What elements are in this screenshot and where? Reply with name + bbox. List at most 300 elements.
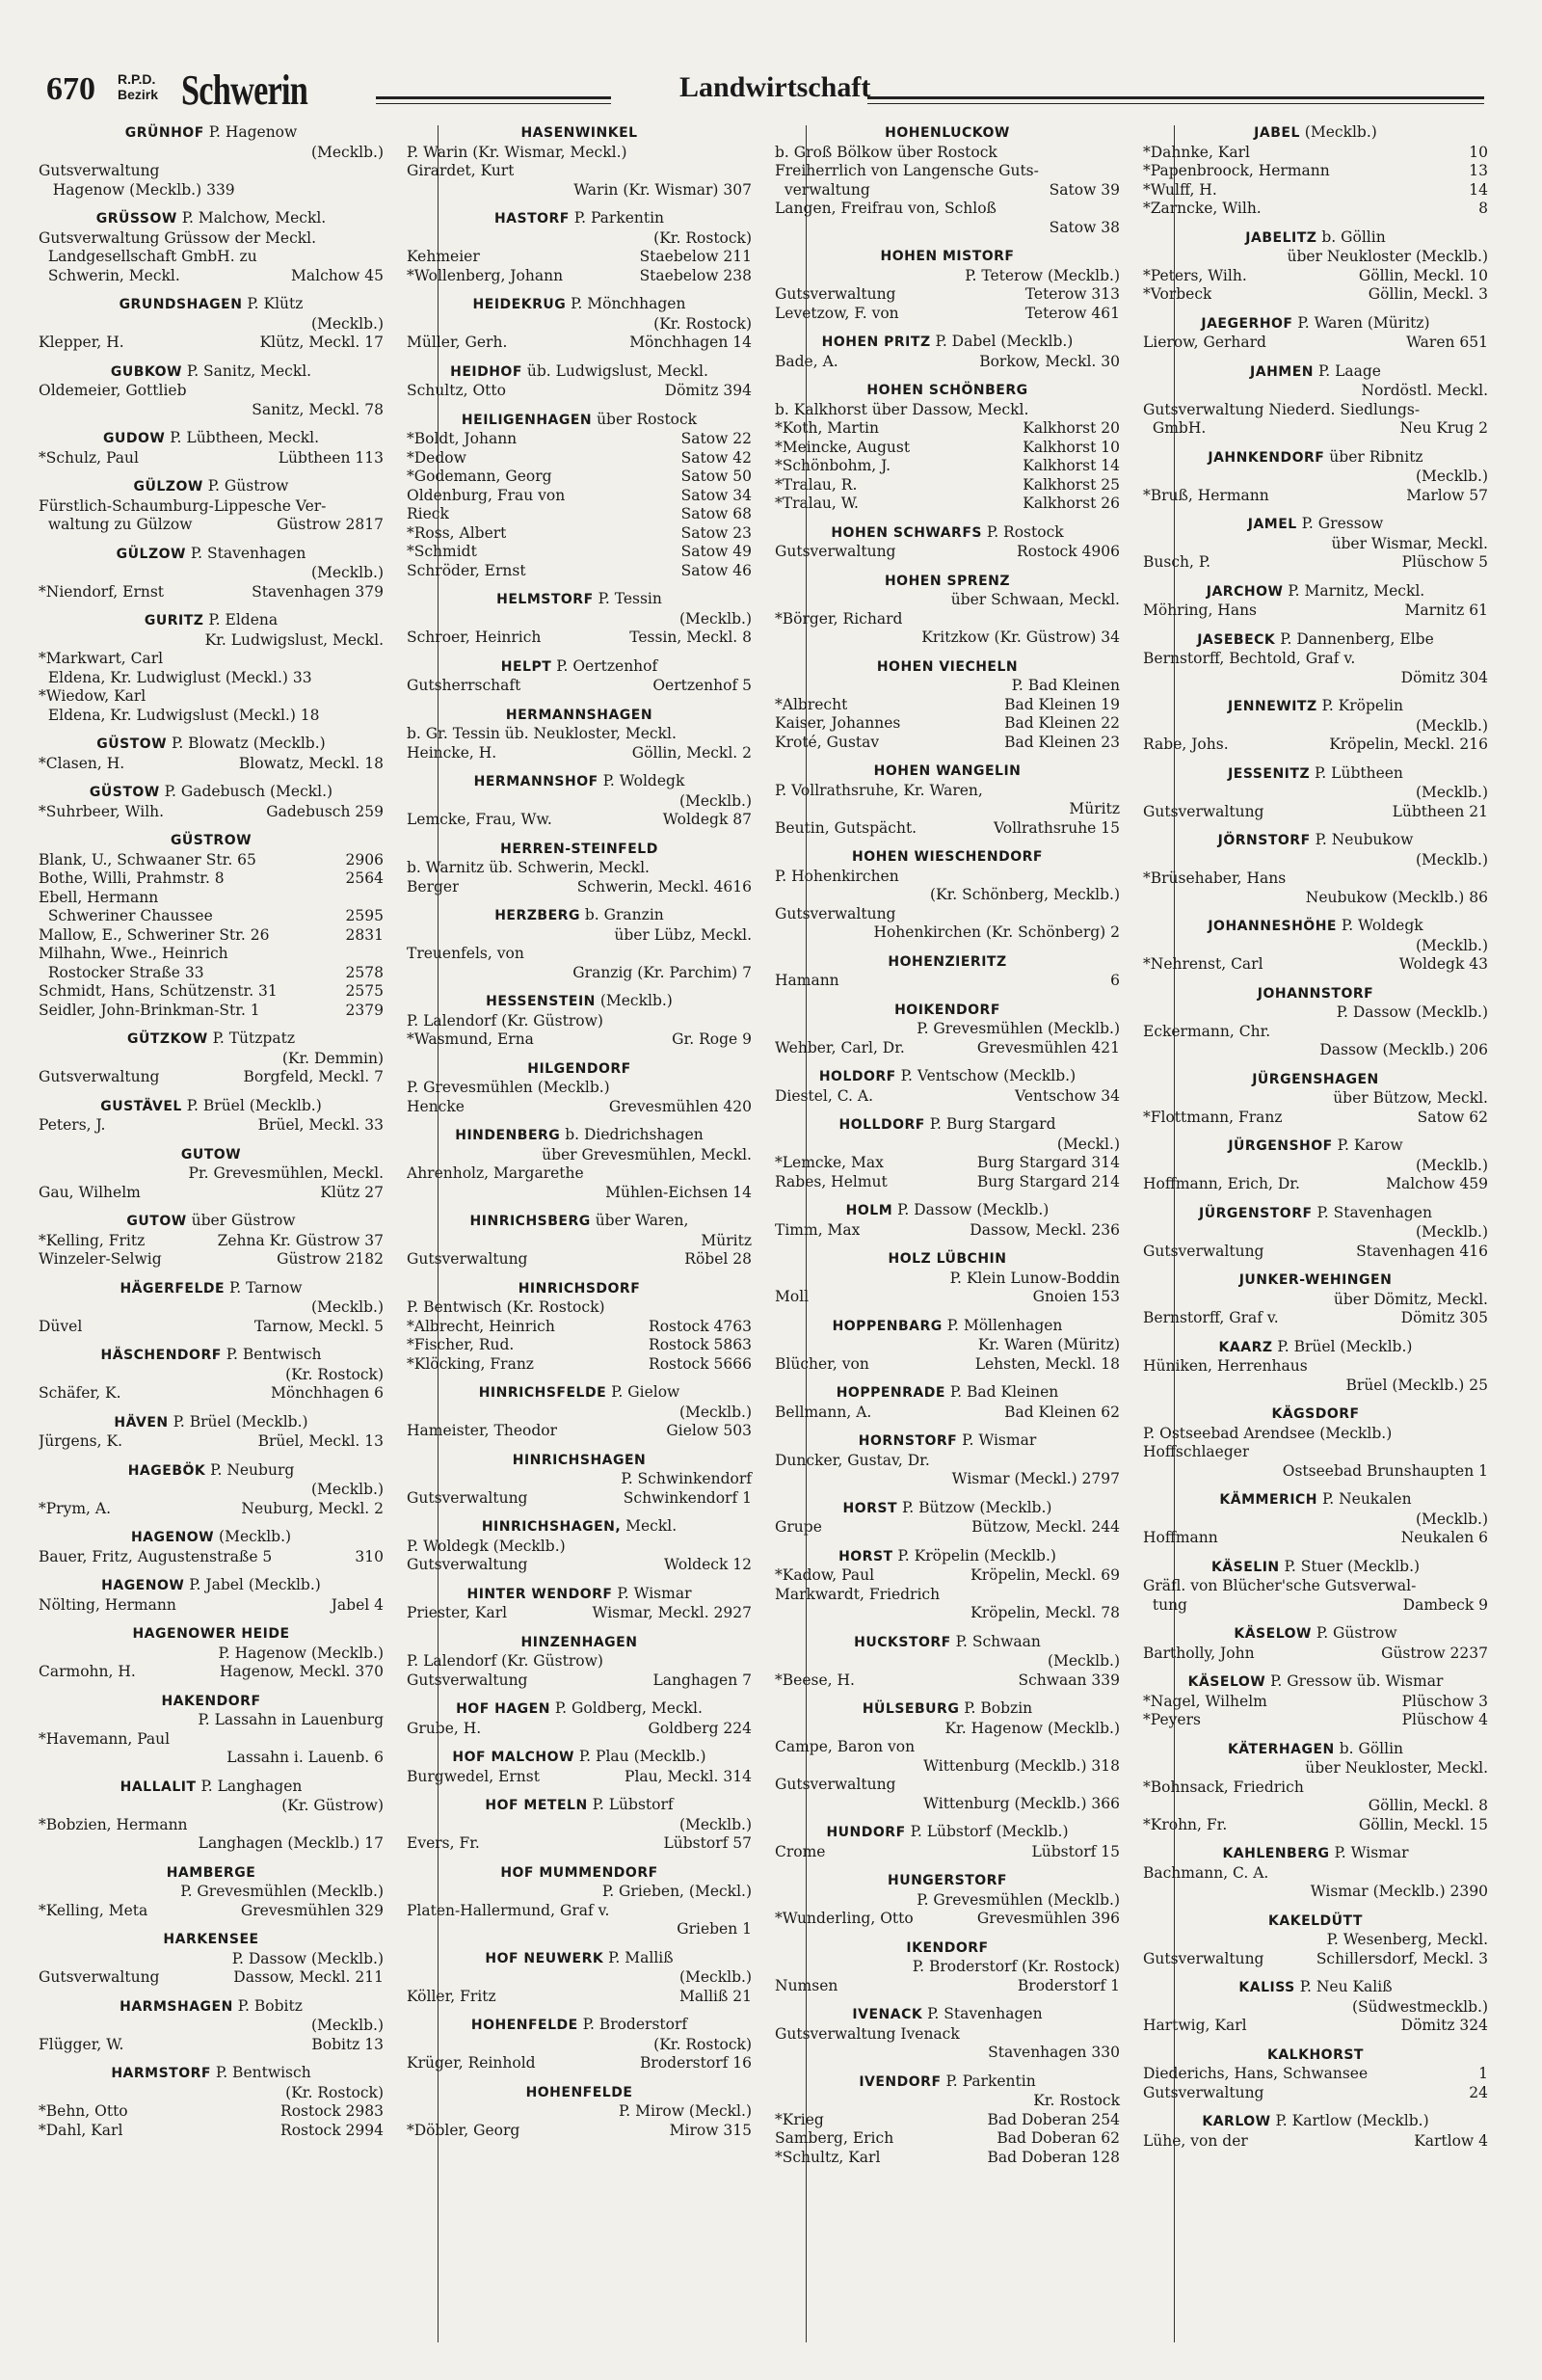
directory-entry: [407, 1451, 752, 1509]
place-name: GUSTÄVEL: [100, 1098, 182, 1114]
entry-location: Dömitz 394: [664, 382, 752, 399]
entry-line: [775, 1795, 1120, 1814]
place-heading: [39, 209, 384, 229]
place-heading: [775, 1499, 1120, 1519]
directory-entry: [1143, 1137, 1488, 1194]
postal-info: P. Eldena: [203, 611, 279, 628]
place-heading: [1143, 2112, 1488, 2132]
entry-line: [1143, 869, 1488, 889]
place-heading: [775, 1823, 1120, 1843]
postal-info: P. Bentwisch: [221, 1346, 322, 1363]
place-name: HARMSTORF: [111, 2066, 211, 2081]
entry-line: [407, 315, 752, 334]
entry-name: *Wunderling, Otto: [775, 1910, 914, 1927]
entry-line: [39, 1184, 384, 1203]
entry-line: [1143, 1577, 1488, 1596]
entry-line: [1143, 401, 1488, 420]
entry-location: [1114, 1776, 1120, 1795]
entry-line: [775, 800, 1120, 819]
place-name: KAARZ: [1218, 1339, 1273, 1355]
entry-name: Platen-Hallermund, Graf v.: [407, 1901, 610, 1919]
directory-entry: [39, 1097, 384, 1136]
entry-location: Nordöstl. Meckl.: [1361, 382, 1488, 399]
postal-info: P. Lübtheen, Meckl.: [165, 429, 319, 446]
entry-location: Neuburg, Meckl. 2: [241, 1499, 384, 1517]
entry-line: [1143, 1883, 1488, 1902]
entry-location: Bad Kleinen 22: [1004, 714, 1120, 732]
postal-info: P. Parkentin: [941, 2072, 1036, 2090]
postal-info: P. Gadebusch (Meckl.): [159, 783, 333, 800]
entry-line: [407, 1422, 752, 1441]
directory-entry: [39, 545, 384, 602]
entry-line: [775, 886, 1120, 905]
entry-location: Satow 39: [1049, 180, 1120, 199]
entry-location: Marlow 57: [1406, 486, 1488, 504]
place-heading: [775, 523, 1120, 544]
entry-line: [775, 1671, 1120, 1691]
entry-name: Jürgens, K.: [39, 1432, 122, 1450]
directory-entry: [407, 1383, 752, 1441]
place-heading: [407, 772, 752, 792]
entry-location: Dömitz 304: [1400, 668, 1488, 686]
entry-location: [746, 1079, 752, 1098]
entry-name: Gutsverwaltung: [39, 1968, 160, 1986]
entry-line: [39, 229, 384, 249]
entry-name: *Krohn, Fr.: [1143, 1815, 1228, 1833]
entry-name: Lierow, Gerhard: [1143, 334, 1266, 351]
entry-location: (Kr. Demmin): [281, 1049, 384, 1067]
entry-location: Mönchhagen 6: [271, 1384, 384, 1402]
entry-name: Lemcke, Frau, Ww.: [407, 811, 552, 828]
entry-line: [1143, 1023, 1488, 1042]
postal-info: P. Sanitz, Meckl.: [181, 361, 312, 380]
rpd-label: R.P.D.: [118, 71, 156, 87]
entry-name: Hamann: [775, 972, 839, 989]
place-name: GÜLZOW: [133, 479, 203, 495]
entry-name: *Bobzien, Hermann: [39, 1815, 188, 1833]
postal-info: P. Dassow (Mecklb.): [892, 1201, 1050, 1218]
entry-name: Schäfer, K.: [39, 1384, 121, 1402]
place-name: HEILIGENHAGEN: [461, 412, 593, 428]
postal-info: P. Möllenhagen: [942, 1316, 1063, 1334]
entry-name: *Lemcke, Max: [775, 1154, 884, 1171]
entry-name: *Meincke, August: [775, 438, 911, 456]
entry-name: Blücher, von: [775, 1354, 869, 1373]
entry-location: [378, 669, 384, 688]
entry-name: Möhring, Hans: [1143, 602, 1258, 619]
entry-name: Levetzow, F. von: [775, 304, 899, 322]
entry-name: *Zarncke, Wilh.: [1143, 200, 1262, 217]
entry-location: 8: [1478, 200, 1488, 217]
entry-location: Göllin, Meckl. 3: [1368, 285, 1488, 303]
postal-info: P. Goldberg, Meckl.: [549, 1699, 703, 1717]
directory-entry: [775, 762, 1120, 838]
postal-info: P. Brüel (Mecklb.): [168, 1412, 308, 1431]
entry-location: über Neukloster, Meckl.: [1305, 1759, 1488, 1777]
entry-name: *Tralau, W.: [775, 495, 859, 512]
entry-line: [1143, 851, 1488, 870]
entry-location: Sanitz, Meckl. 78: [252, 400, 384, 418]
place-name: HOHENZIERITZ: [888, 953, 1007, 970]
directory-entry: [407, 1517, 752, 1575]
entry-line: [407, 1470, 752, 1489]
entry-location: P. Grieben, (Meckl.): [601, 1883, 752, 1900]
place-heading: [1143, 630, 1488, 651]
postal-info: P. Gressow üb. Wismar: [1265, 1672, 1444, 1690]
entry-line: [775, 495, 1120, 514]
place-heading: [1143, 1404, 1488, 1425]
entry-line: [1143, 285, 1488, 305]
entry-name: *Schmidt: [407, 543, 477, 560]
entry-line: [1143, 535, 1488, 554]
postal-info: P. Malliß: [603, 1948, 674, 1966]
place-name: KÄTERHAGEN: [1227, 1741, 1335, 1757]
place-name: HOLM: [845, 1203, 893, 1218]
postal-info: über Rostock: [592, 410, 698, 428]
entry-location: 2831: [345, 925, 384, 944]
entry-line: [775, 905, 1120, 924]
entry-location: Satow 38: [1049, 218, 1120, 236]
entry-line: [1143, 1109, 1488, 1128]
place-heading: [39, 611, 384, 631]
entry-line: [39, 334, 384, 353]
entry-name: Gutsverwaltung: [407, 1250, 528, 1268]
place-heading: [775, 2072, 1120, 2093]
entry-location: [378, 687, 384, 707]
place-heading: [407, 1699, 752, 1720]
entry-location: Dassow, Meckl. 236: [970, 1220, 1120, 1239]
entry-line: [407, 1404, 752, 1423]
place-heading: [775, 1201, 1120, 1221]
postal-info: P. Güstrow: [1311, 1624, 1397, 1642]
entry-location: P. Broderstorf (Kr. Rostock): [912, 1958, 1120, 1975]
postal-info: P. Bobitz: [232, 1996, 303, 2015]
postal-info: P. Stavenhagen: [922, 2005, 1043, 2022]
entry-line: [775, 2149, 1120, 2168]
entry-line: [1143, 487, 1488, 506]
entry-line: [39, 1596, 384, 1616]
postal-info: P. Tarnow: [225, 1278, 303, 1297]
entry-name: Krüger, Reinhold: [407, 2054, 536, 2072]
entry-location: [746, 1164, 752, 1184]
postal-info: P. Bentwisch: [210, 2064, 311, 2081]
entry-location: Kritzkow (Kr. Güstrow) 34: [921, 628, 1120, 646]
entry-line: [775, 1566, 1120, 1586]
entry-location: [378, 1816, 384, 1835]
directory-entry: [407, 772, 752, 830]
entry-location: Wittenburg (Mecklb.) 366: [923, 1794, 1120, 1812]
entry-line: [39, 945, 384, 964]
postal-info: P. Waren (Müritz): [1292, 313, 1430, 332]
entry-location: (Meckl.): [1056, 1135, 1120, 1153]
place-heading: [775, 1383, 1120, 1404]
place-heading: [775, 1431, 1120, 1452]
place-name: KÄSELOW: [1234, 1626, 1312, 1642]
entry-line: [1143, 1462, 1488, 1482]
place-heading: [39, 1145, 384, 1165]
entry-line: [775, 1404, 1120, 1423]
entry-line: [39, 267, 384, 286]
place-heading: [775, 847, 1120, 868]
entry-line: [407, 1834, 752, 1854]
entry-line: [775, 591, 1120, 610]
directory-entry: [1143, 1558, 1488, 1616]
entry-location: Rostock 2994: [280, 2121, 384, 2139]
entry-location: Plüschow 4: [1401, 1711, 1488, 1728]
entry-line: [407, 334, 752, 353]
entry-name: *Kadow, Paul: [775, 1566, 875, 1584]
entry-location: [1482, 1023, 1488, 1042]
column-1: [39, 123, 384, 2150]
entry-location: [378, 382, 384, 401]
entry-name: Gräfl. von Blücher'sche Gutsverwal-: [1143, 1577, 1417, 1594]
entry-location: 24: [1469, 2083, 1488, 2101]
entry-location: Neukalen 6: [1400, 1529, 1488, 1546]
place-heading: [39, 1030, 384, 1050]
entry-line: [775, 353, 1120, 372]
place-name: JARCHOW: [1206, 583, 1284, 600]
place-name: HOLLDORF: [838, 1117, 925, 1133]
entry-location: Wismar, Meckl. 2927: [592, 1604, 752, 1621]
place-heading: [39, 1624, 384, 1645]
entry-location: Röbel 28: [684, 1250, 752, 1268]
entry-line: [407, 468, 752, 487]
entry-name: *Börger, Richard: [775, 609, 903, 628]
entry-line: [39, 1883, 384, 1902]
entry-name: Priester, Karl: [407, 1604, 508, 1621]
place-name: KAHLENBERG: [1222, 1846, 1330, 1861]
entry-location: über Grevesmühlen, Meckl.: [542, 1145, 752, 1163]
entry-name: Klepper, H.: [39, 334, 124, 351]
entry-name: Gutsverwaltung: [407, 1671, 528, 1689]
entry-location: (Kr. Schönberg, Mecklb.): [929, 886, 1120, 903]
place-heading: [775, 1547, 1120, 1567]
entry-location: [1114, 162, 1120, 181]
entry-location: Göllin, Meckl. 8: [1368, 1797, 1488, 1814]
entry-line: [39, 1950, 384, 1969]
entry-line: [39, 497, 384, 517]
entry-location: Tessin, Meckl. 8: [629, 628, 752, 646]
directory-entry: [1143, 1270, 1488, 1328]
entry-location: Bützow, Meckl. 244: [971, 1518, 1120, 1536]
postal-info: P. Wismar: [1329, 1844, 1409, 1861]
postal-info: P. Kartlow (Mecklb.): [1270, 2112, 1429, 2129]
place-name: HOHEN WANGELIN: [873, 763, 1022, 779]
directory-entry: [1143, 917, 1488, 975]
entry-name: Blank, U., Schwaaner Str. 65: [39, 850, 256, 869]
place-name: GRÜSSOW: [95, 211, 177, 227]
entry-location: Lübstorf 15: [1031, 1842, 1120, 1860]
entry-line: [407, 628, 752, 648]
entry-line: [39, 1432, 384, 1452]
place-heading: [1143, 1070, 1488, 1090]
entry-line: [407, 1250, 752, 1270]
place-name: HARMSHAGEN: [120, 1998, 233, 2015]
entry-location: 2564: [345, 869, 384, 887]
place-name: JAMEL: [1247, 517, 1297, 532]
place-name: HOF METELN: [485, 1798, 588, 1813]
place-name: HAGENOW: [101, 1578, 185, 1593]
directory-entry: [775, 952, 1120, 991]
entry-name: Eckermann, Chr.: [1143, 1022, 1271, 1040]
entry-line: [407, 1988, 752, 2007]
place-heading: [775, 2005, 1120, 2025]
entry-name: *Klöcking, Franz: [407, 1354, 534, 1373]
entry-line: [1143, 1041, 1488, 1060]
entry-location: Rostock 4906: [1017, 543, 1120, 560]
place-name: HOHEN SPRENZ: [884, 573, 1011, 589]
entry-line: [407, 1355, 752, 1375]
directory-entry: [39, 1461, 384, 1519]
directory-entry: [1143, 630, 1488, 688]
entry-line: [39, 1645, 384, 1664]
entry-location: Klütz, Meckl. 17: [259, 334, 384, 351]
entry-name: Gutsverwaltung: [1143, 1242, 1264, 1260]
entry-name: *Prym, A.: [39, 1499, 112, 1517]
postal-info: P. Hagenow: [203, 123, 298, 141]
directory-entry: [407, 840, 752, 897]
entry-name: Busch, P.: [1143, 553, 1211, 571]
entry-location: (Mecklb.): [310, 564, 384, 581]
entry-line: [775, 1518, 1120, 1538]
postal-info: P. Laage: [1314, 361, 1381, 380]
entry-location: [378, 162, 384, 181]
entry-name: Carmohn, H.: [39, 1663, 136, 1680]
entry-line: [407, 1720, 752, 1739]
entry-line: [39, 707, 384, 726]
entry-location: [378, 248, 384, 267]
entry-location: 13: [1469, 162, 1488, 179]
place-heading: [775, 1115, 1120, 1136]
directory-entry: [1143, 448, 1488, 506]
place-name: KALISS: [1238, 1980, 1295, 1995]
entry-line: [1143, 602, 1488, 621]
place-heading: [39, 1692, 384, 1712]
entry-name: Schmidt, Hans, Schützenstr. 31: [39, 982, 278, 1000]
directory-entry: [39, 1279, 384, 1337]
directory-entry: [775, 1939, 1120, 1996]
place-name: JOHANNSTORF: [1257, 985, 1374, 1002]
entry-line: [407, 926, 752, 946]
entry-location: Gnoien 153: [1032, 1288, 1120, 1305]
entry-name: Diederichs, Hans, Schwansee: [1143, 2065, 1369, 2082]
entry-name: Hameister, Theodor: [407, 1422, 557, 1439]
entry-line: [775, 2111, 1120, 2130]
entry-line: [407, 1652, 752, 1671]
place-heading: [1143, 1844, 1488, 1864]
entry-location: Zehna Kr. Güstrow 37: [217, 1231, 384, 1249]
entry-location: Klütz 27: [320, 1183, 384, 1201]
directory-entry: [39, 783, 384, 821]
columns-container: [39, 123, 1488, 2350]
entry-location: Langhagen (Mecklb.) 17: [198, 1834, 384, 1852]
entry-line: [407, 1298, 752, 1318]
place-heading: [1143, 1912, 1488, 1932]
entry-location: Bad Doberan 62: [997, 2129, 1120, 2147]
place-heading: [407, 992, 752, 1012]
entry-line: [1143, 144, 1488, 163]
entry-location: Brüel, Meckl. 33: [257, 1116, 384, 1134]
entry-line: [1143, 382, 1488, 401]
place-heading: [1143, 697, 1488, 717]
directory-entry: [407, 1059, 752, 1117]
header-rule-left: [376, 96, 611, 104]
entry-name: Bartholly, John: [1143, 1644, 1255, 1662]
directory-entry: [407, 1585, 752, 1623]
entry-line: [407, 2036, 752, 2055]
place-heading: [775, 1633, 1120, 1653]
entry-location: P. Klein Lunow-Boddin: [949, 1269, 1120, 1287]
postal-info: P. Kröpelin (Mecklb.): [892, 1546, 1056, 1564]
directory-entry: [39, 477, 384, 535]
directory-entry: [1143, 1624, 1488, 1663]
postal-info: b. Göllin: [1334, 1739, 1404, 1757]
entry-line: [1143, 955, 1488, 975]
place-name: HORNSTORF: [858, 1433, 958, 1449]
entry-line: [775, 200, 1120, 219]
entry-line: [407, 1012, 752, 1031]
entry-line: [39, 1797, 384, 1816]
entry-name: Oldemeier, Gottlieb: [39, 382, 187, 399]
entry-name: Eldena, Kr. Ludwigslust (Meckl.) 18: [39, 706, 320, 724]
postal-info: P. Tützpatz: [207, 1030, 295, 1047]
place-heading: [39, 1778, 384, 1798]
entry-line: [1143, 1357, 1488, 1377]
entry-name: Mallow, E., Schweriner Str. 26: [39, 925, 270, 944]
entry-name: b. Groß Bölkow über Rostock: [775, 143, 997, 161]
entry-line: [407, 878, 752, 897]
postal-info: P. Oertzenhof: [551, 656, 658, 675]
entry-line: [39, 1068, 384, 1087]
entry-line: [39, 1730, 384, 1750]
place-name: GUTOW: [126, 1214, 187, 1229]
entry-line: [39, 1116, 384, 1136]
entry-name: P. Grevesmühlen (Mecklb.): [407, 1079, 610, 1096]
entry-name: Beutin, Gutspächt.: [775, 818, 917, 837]
place-name: JASEBECK: [1197, 631, 1276, 648]
entry-name: *Wulff, H.: [1143, 180, 1217, 199]
entry-name: *Wollenberg, Johann: [407, 266, 564, 284]
entry-name: *Boldt, Johann: [407, 430, 518, 447]
entry-location: Gadebusch 259: [266, 802, 384, 820]
place-heading: [1143, 984, 1488, 1004]
entry-line: [39, 687, 384, 707]
entry-line: [407, 449, 752, 468]
entry-name: Gutsverwaltung: [775, 904, 896, 923]
entry-line: [775, 1452, 1120, 1471]
entry-location: Plüschow 5: [1401, 553, 1488, 571]
entry-location: (Mecklb.): [310, 314, 384, 333]
entry-line: [1143, 1950, 1488, 1969]
entry-location: [378, 1730, 384, 1750]
entry-location: Satow 62: [1417, 1108, 1488, 1126]
entry-location: Ventschow 34: [1014, 1086, 1120, 1105]
directory-entry: [1143, 1740, 1488, 1835]
place-name: HALLALIT: [120, 1778, 197, 1795]
postal-info: P. Woldegk: [1336, 917, 1423, 934]
entry-line: [775, 1910, 1120, 1929]
entry-line: [407, 945, 752, 964]
directory-entry: [1143, 1204, 1488, 1262]
entry-line: [407, 1604, 752, 1623]
place-heading: [1143, 362, 1488, 383]
directory-entry: [775, 847, 1120, 943]
entry-name: Oldenburg, Frau von: [407, 486, 566, 504]
entry-line: [1143, 889, 1488, 908]
directory-entry: [1143, 831, 1488, 907]
directory-entry: [39, 735, 384, 773]
entry-line: [1143, 248, 1488, 267]
